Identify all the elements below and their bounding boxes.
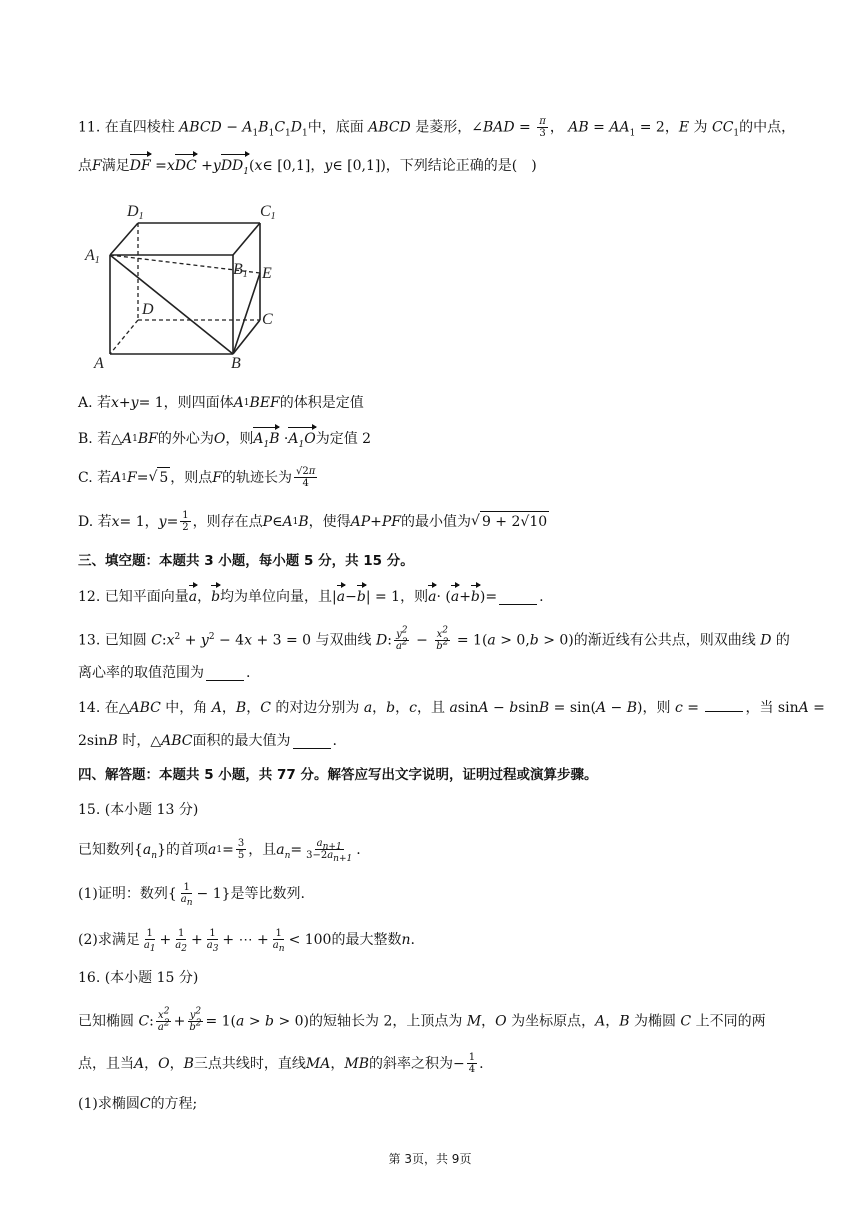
- answer-blank: [293, 734, 331, 749]
- q11-option-a: A. 若 x + y = 1 ，则四面体 A 1 BEF 的体积是定值: [78, 395, 364, 411]
- section-4-heading: 四、解答题：本题共 5 小题，共 77 分。解答应写出文字说明，证明过程或演算步骤。: [78, 767, 598, 783]
- q11-option-c: C. 若 A 1 F = √ 5 ，则点 F 的轨迹长为 $\frac{√2\pi}{4}$: [78, 466, 316, 489]
- question-16-line2: 点，且当 A ， O ， B 三点共线时，直线 MA ， MB 的斜率之积为 − $\frac{1}{4}$ .: [78, 1052, 484, 1075]
- label-A1: A1: [85, 247, 100, 266]
- question-15-part2: (2)求满足 $\frac{1}{a_1}$ + $\frac{1}{a_2}$ + $\frac{1}{a_3}$ + ⋯ + $\frac{1}{a_n}$ < 100 的最大整数 n .: [78, 928, 415, 954]
- answer-blank: [499, 590, 537, 605]
- question-14-line1: 14. 在△ABC 中，角 A，B，C 的对边分别为 a，b，c，且 asinA − bsinB = sin(A − B)，则 c = ，当 sinA =: [78, 697, 790, 718]
- label-A: A: [94, 355, 104, 372]
- label-C: C: [262, 311, 273, 328]
- question-15-part1: (1)证明：数列 { $\frac{1}{a_n}$ − 1} 是等比数列.: [78, 882, 305, 908]
- q11-option-d: D. 若 x = 1 ， y = $\frac{1}{2}$ ，则存在点 P ∈ A 1 B ，使得 AP + PF 的最小值为 √ 9 + 2√10: [78, 510, 548, 533]
- label-C1: C1: [260, 203, 276, 222]
- q11-option-b: B. 若△ A 1 BF 的外心为 O ，则 $A_1B$ · $A_1O$ 为定值 2: [78, 431, 372, 450]
- prism-figure: [80, 196, 290, 372]
- question-15-stem: 已知数列 { $a_n$ } 的首项 a 1 = $\frac{3}{5}$ ，且 $a_n$ = $\frac{a_{n+1}}{3-2a_{n+1}}$ .: [78, 838, 361, 864]
- label-B: B: [231, 355, 241, 372]
- question-12: 12. 已知平面向量 a ， b 均为单位向量，且 | a − b | = 1 ，则 a · ( a + b ) = .: [78, 589, 544, 605]
- label-B1: B1: [233, 261, 248, 280]
- answer-blank: [206, 666, 244, 681]
- question-13-line2: 离心率的取值范围为 .: [78, 665, 251, 681]
- label-D: D: [142, 301, 154, 318]
- page-footer: 第 3页，共 9页: [388, 1152, 472, 1166]
- label-D1: D1: [127, 203, 144, 222]
- q11-line2: 点 F 满足 DF = x DC + y $DD_1$ ( x ∈ [0,1]， y ∈ [0,1]) ，下列结论正确的是( ): [78, 158, 537, 177]
- question-13-line1: 13. 已知圆 $C:x^2 + y^2 - 4x + 3 = 0$ 与双曲线 D: $\frac{y^2}{a^2}$ − $\frac{x^2}{b^2}$ = 1(a > 0,b > 0)的渐近线有公共点，则双曲线 D 的: [78, 625, 790, 652]
- answer-blank: [705, 697, 743, 712]
- label-E: E: [262, 265, 272, 282]
- q11-line1: 11. 在直四棱柱 ABCD − $A_1B_1C_1D_1$中，底面 ABCD 是菱形，∠BAD = $\frac{\pi}{3}$ ， AB = $AA_1 = 2$，E 为 $CC_1$的中点，: [78, 116, 796, 139]
- section-3-heading: 三、填空题：本题共 3 小题，每小题 5 分，共 15 分。: [78, 553, 414, 569]
- question-16-part1: (1)求椭圆 C 的方程;: [78, 1096, 198, 1112]
- question-16-line1: 已知椭圆 C: $\frac{x^2}{a^2}$ + $\frac{y^2}{b^2}$ = 1(a > b > 0)的短轴长为 2，上顶点为 M，O 为坐标原点，A，B 为椭圆 C 上不同的两: [78, 1006, 766, 1033]
- question-16-title: 16. (本小题 15 分): [78, 970, 199, 986]
- question-15-title: 15. (本小题 13 分): [78, 802, 199, 818]
- question-14-line2: 2sin B 时，△ ABC 面积的最大值为 .: [78, 733, 337, 749]
